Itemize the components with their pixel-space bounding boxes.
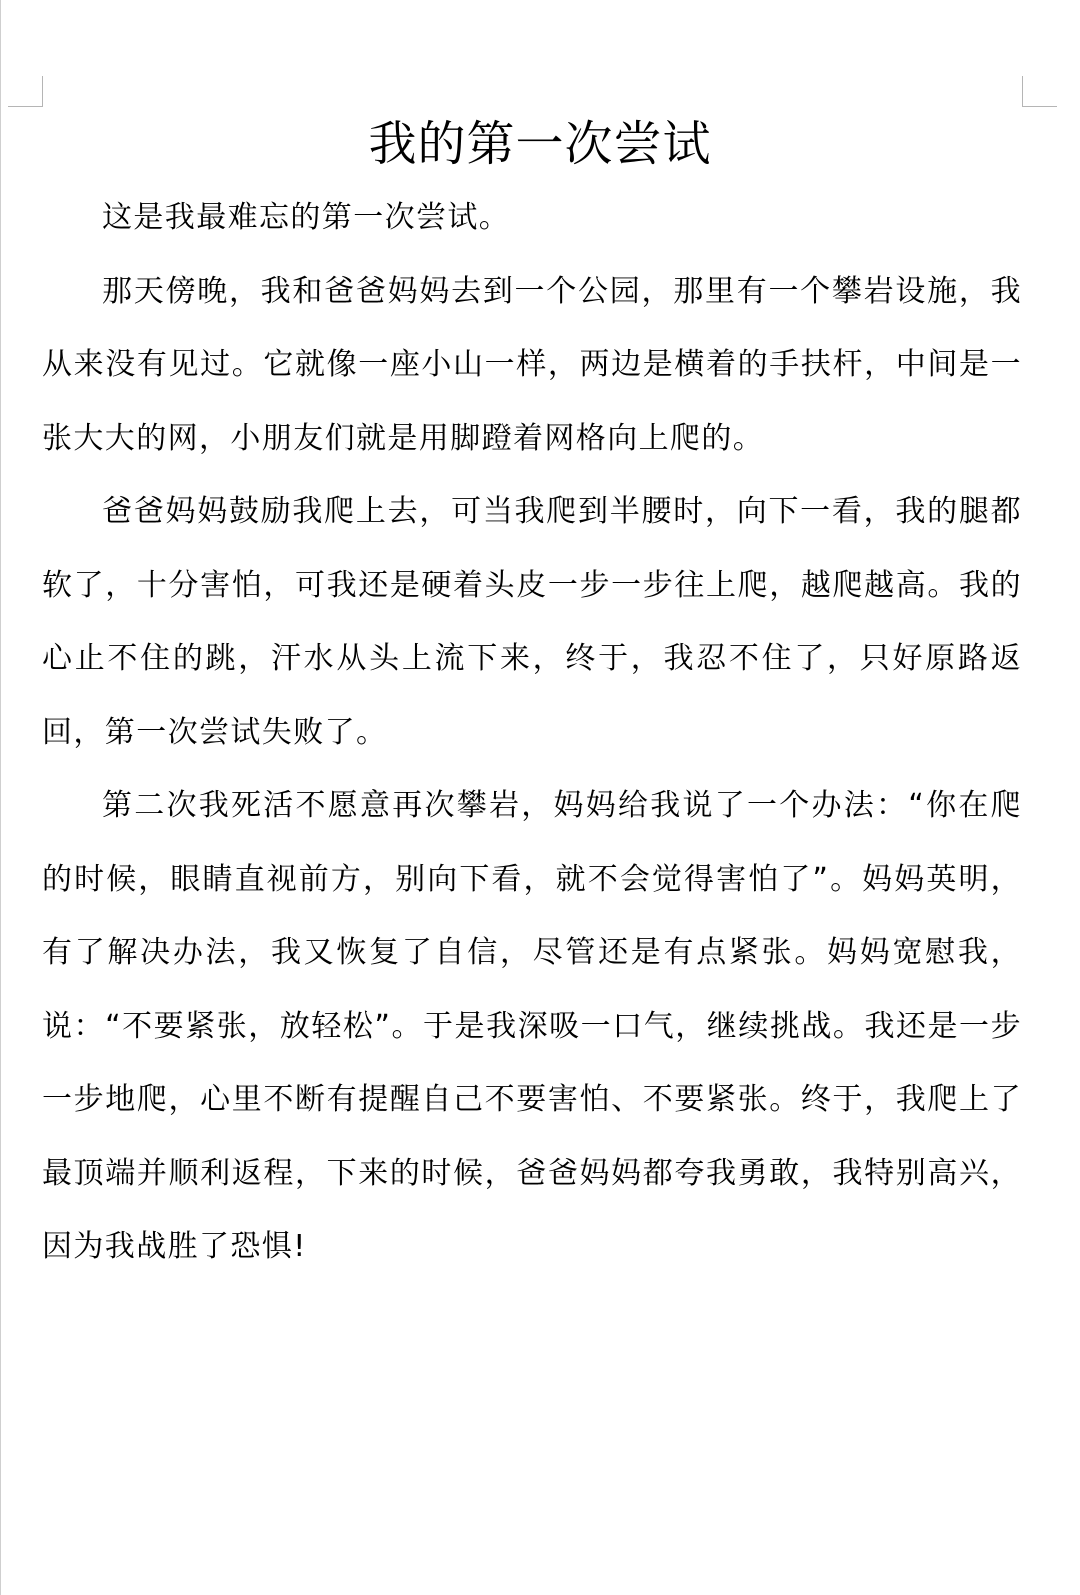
paragraph-1: 这是我最难忘的第一次尝试。 [102, 200, 511, 235]
document-title: 我的第一次尝试 [368, 116, 712, 172]
paragraph-2: 那天傍晚，我和爸爸妈妈去到一个公园，那里有一个攀岩设施，我从来没有见过。它就像一座小山一样，两边是横着的手扶杆，中间是一张大大的网，小朋友们就是用脚蹬着网格向上爬的。 [42, 273, 1022, 456]
document-body [42, 181, 1022, 1284]
paragraph-4: 第二次我死活不愿意再次攀岩，妈妈给我说了一个办法：“你在爬的时候，眼睛直视前方，别向下看，就不会觉得害怕了”。妈妈英明，有了解决办法，我又恢复了自信，尽管还是有点紧张。妈妈宽慰我，说：“不要紧张，放轻松”。于是我深吸一口气，继续挑战。我还是一步一步地爬，心里不断有提醒自己不要害怕、不要紧张。终于，我爬上了最顶端并顺利返程，下来的时候，爸爸妈妈都夸我勇敢，我特别高兴，因为我战胜了恐惧! [42, 788, 1022, 1264]
page-edge-line [0, 0, 1, 1595]
crop-mark-top-right [1022, 76, 1057, 107]
crop-mark-top-left [8, 76, 43, 107]
paragraph-3: 爸爸妈妈鼓励我爬上去，可当我爬到半腰时，向下一看，我的腿都软了，十分害怕，可我还是硬着头皮一步一步往上爬，越爬越高。我的心止不住的跳，汗水从头上流下来，终于，我忍不住了，只好原路返回，第一次尝试失败了。 [42, 494, 1022, 750]
